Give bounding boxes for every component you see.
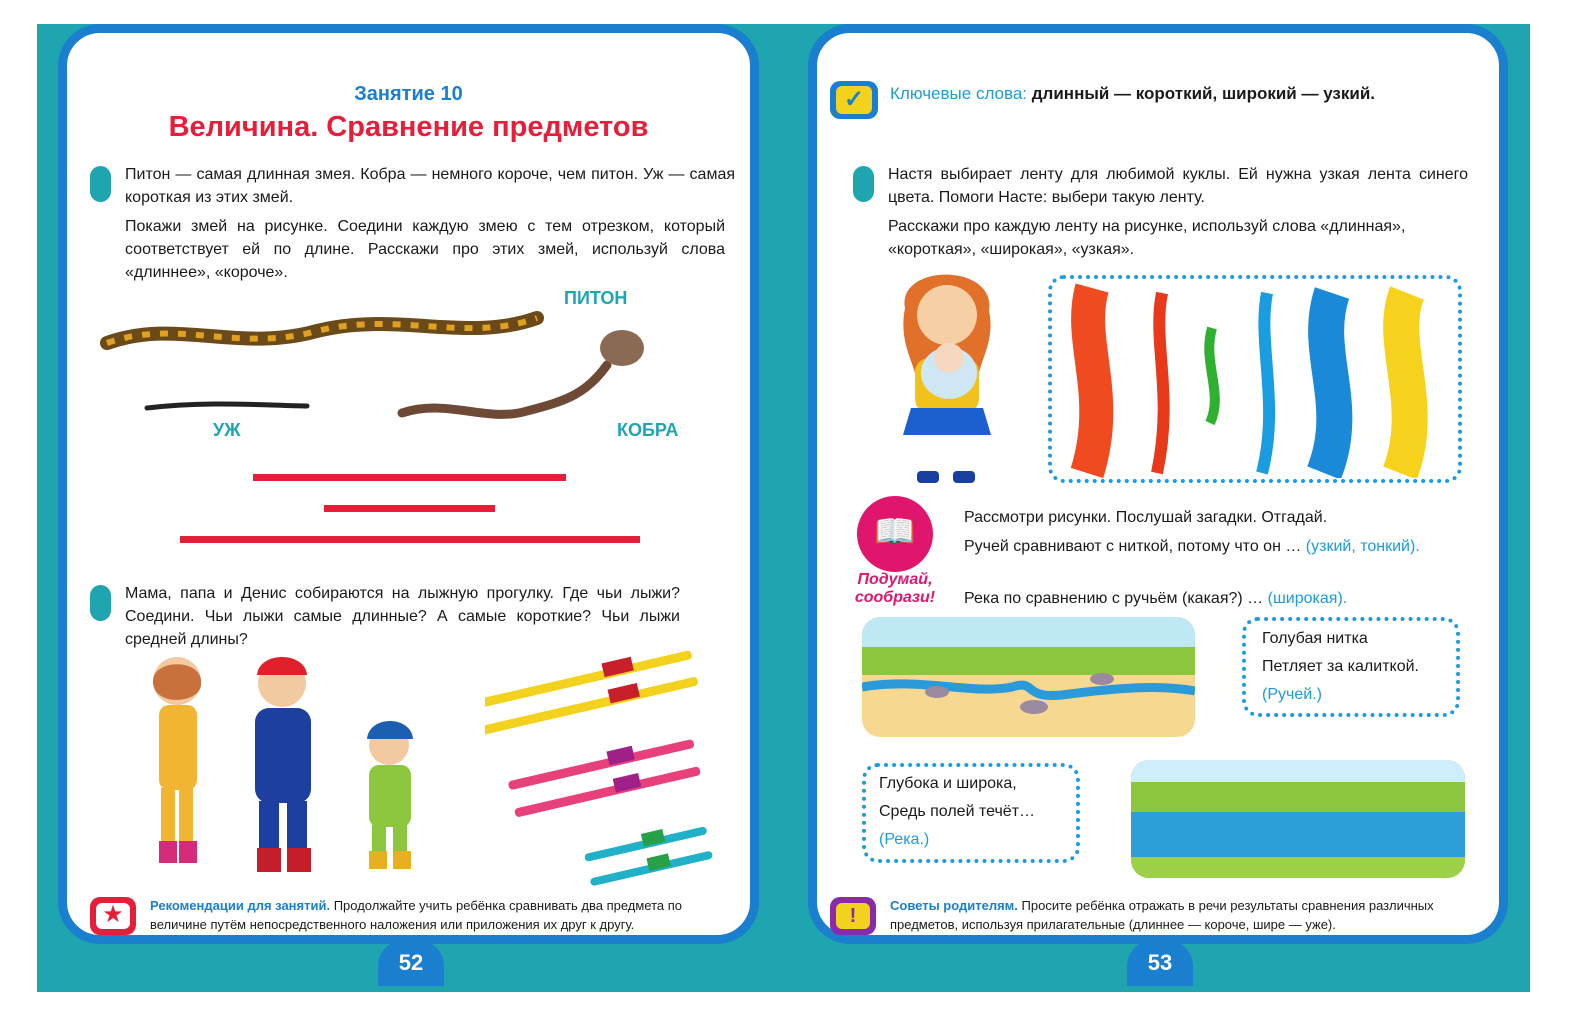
right-task2-intro: Рассмотри рисунки. Послушай загадки. Отгадай. [964,509,1328,526]
river-picture [1131,760,1465,878]
skis-illustration [485,648,720,893]
segment-short [324,505,495,512]
cobra-label: КОБРА [617,420,679,440]
right-page [808,24,1508,944]
riddle1-line2: Петляет за калиткой. [1262,658,1419,675]
riddle1-answer: (Ручей.) [1262,686,1322,703]
think-line-1: Подумай, [857,571,933,588]
checkmark-icon: ✓ [836,86,872,114]
right-task1-paragraph-1: Настя выбирает ленту для любимой куклы. Ей нужна узкая лента синего цвета. Помоги Насте: выбери такую ленту. [888,166,1468,206]
segment-long [180,536,640,543]
ribbon-yellow-wide [1400,293,1410,473]
think-badge [857,496,933,572]
think-line-2: сообрази! [854,589,936,606]
advice-badge [830,897,876,935]
cobra-hood [600,330,644,366]
riddle1-line1: Голубая нитка [1262,630,1368,647]
right-task2-q1 [964,535,1442,558]
cobra-body [402,365,607,414]
star-icon: ★ [102,901,124,928]
task2-paragraph: Мама, папа и Денис собираются на лыжную прогулку. Где чьи лыжи? Соедини. Чьи лыжи самые длинные? А самые короткие? Чьи лыжи средней длины? [125,585,680,648]
keywords-label: Ключевые слова: [890,84,1028,103]
segment-medium [253,474,566,481]
recommendation-note [150,896,740,934]
right-task2-q2 [964,587,1464,610]
right-task1-paragraph-2: Расскажи про каждую ленту на рисунке, используй слова «длинная», «короткая», «широкая», «узкая». [888,218,1406,258]
riddle2-answer: (Река.) [879,831,930,848]
ribbons-illustration [1062,283,1452,478]
page-number-left: 52 [378,940,444,986]
advice-note [890,896,1490,934]
lesson-title: Величина. Сравнение предметов [168,111,649,143]
denis-figure [367,721,413,869]
recommendation-label: Рекомендации для занятий. [150,898,331,913]
mother-figure [153,657,201,863]
q1-text: Ручей сравнивают с ниткой, потому что он … [964,538,1302,555]
q2-answer: (широкая). [1267,590,1348,607]
grass-snake-label: УЖ [213,420,241,440]
keywords-text: длинный — короткий, широкий — узкий. [1031,84,1376,103]
advice-label: Советы родителям. [890,898,1018,913]
stream-picture [862,617,1195,737]
think-badge-text [839,571,951,607]
task1-paragraph-2: Покажи змей на рисунке. Соедини каждую змею с тем отрезком, который соответствует ей по длине. Расскажи про этих змей, используй слова «длиннее», «короче». [125,218,725,281]
open-book-icon: 📖 [873,513,917,551]
page-number-right: 53 [1127,940,1193,986]
recommendation-text: Продолжайте учить ребёнка сравнивать два предмета по величине путём непосредственного наложения или приложения их друг к другу. [150,898,683,932]
ribbon-blue-narrow [1262,293,1269,473]
family-illustration [147,653,447,878]
riddle2-line2: Средь полей течёт… [879,803,1036,820]
ribbon-blue-wide [1324,293,1334,473]
task-bullet [853,166,874,202]
lesson-label: Занятие 10 [354,83,463,105]
ribbon-green-short [1209,328,1215,423]
keywords-line [890,83,1430,105]
grass-snake [147,404,307,408]
advice-text: Просите ребёнка отражать в речи результаты сравнения различных предметов, используя прилагательные (длиннее — короче, шире — уже). [890,898,1434,932]
exclamation-icon: ! [836,903,870,929]
ribbon-red-narrow [1157,293,1164,473]
python-label: ПИТОН [564,288,628,308]
task1-paragraph-1: Питон — самая длинная змея. Кобра — немного короче, чем питон. Уж — самая короткая из этих змей. [125,166,735,206]
stream-water [862,617,1195,737]
star-badge [90,897,136,935]
riddle2-line1: Глубока и широка, [879,775,1017,792]
riddle-stream [1262,625,1452,709]
q2-text: Река по сравнению с ручьём (какая?) … [964,590,1264,607]
ribbon-red-wide [1087,288,1096,473]
keywords-badge [830,81,878,119]
ski-long [485,676,699,737]
task-bullet [90,585,111,621]
father-figure [255,657,311,872]
riddle-river [879,770,1074,854]
girl-illustration [887,263,1012,495]
q1-answer: (узкий, тонкий). [1305,538,1420,555]
task-bullet [90,166,111,202]
left-page [58,24,759,944]
